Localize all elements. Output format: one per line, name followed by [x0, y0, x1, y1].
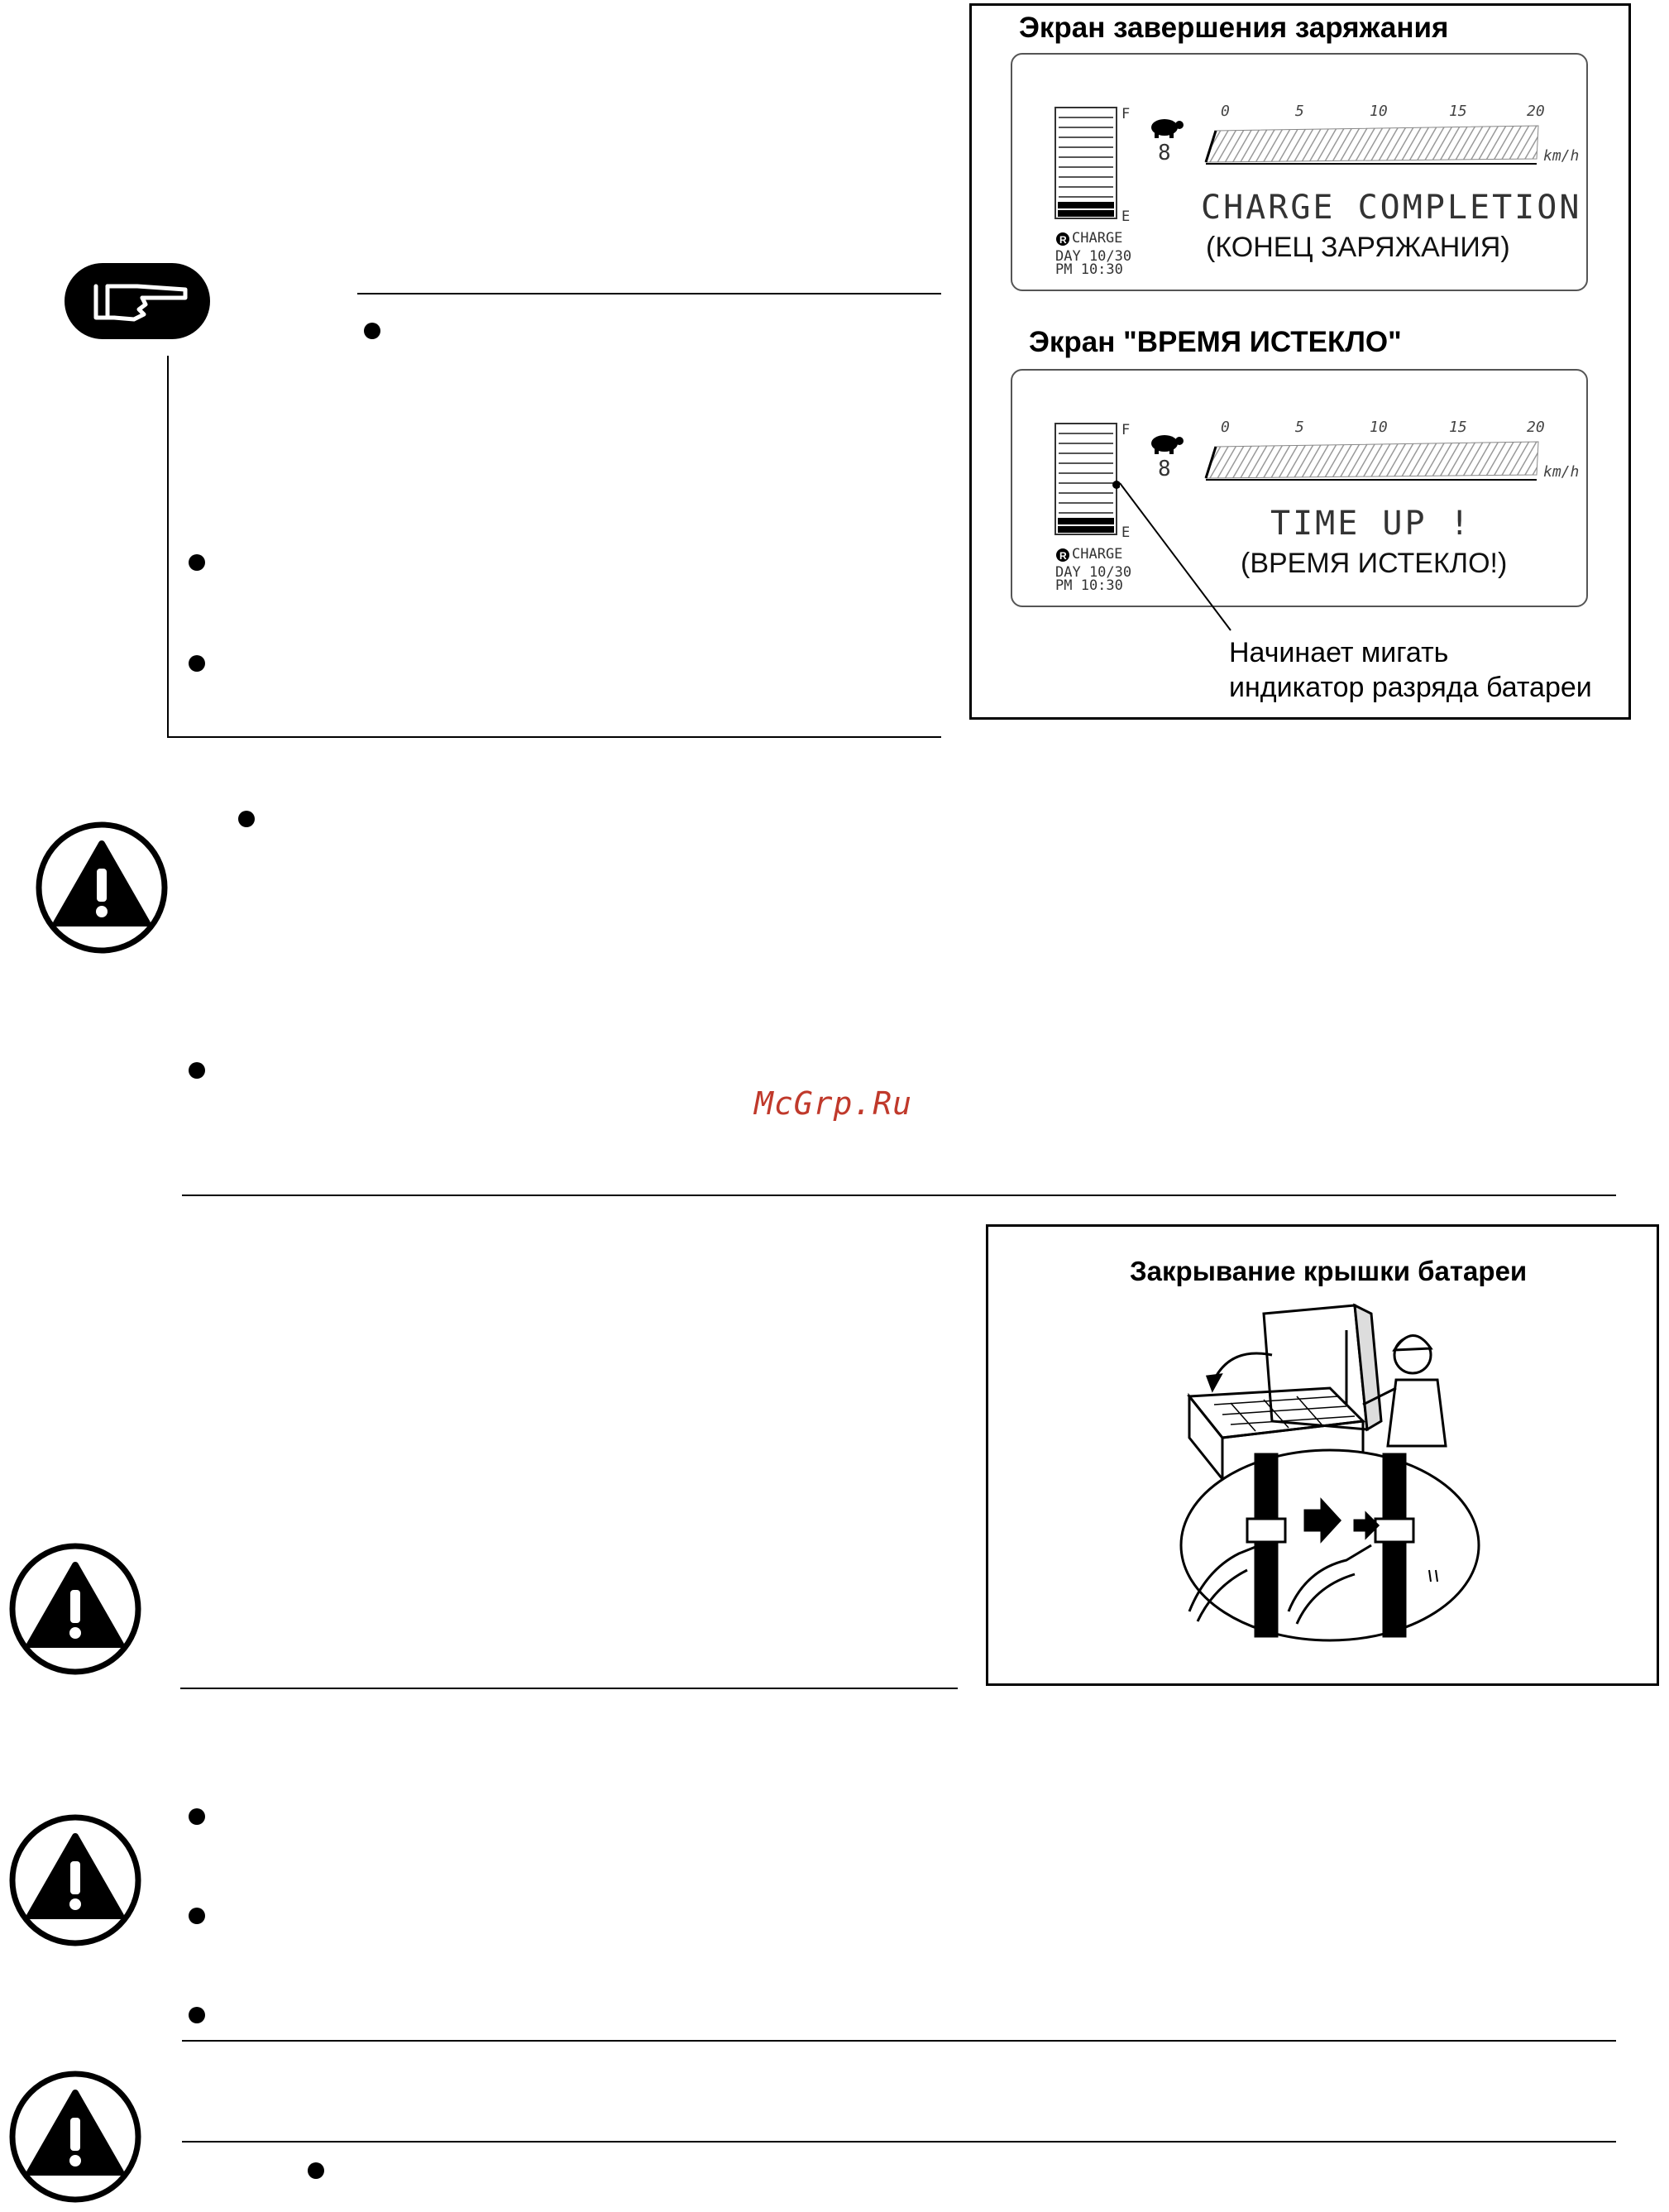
- speed-tick: 0: [1221, 103, 1230, 120]
- speed-tick: 0: [1221, 419, 1230, 436]
- speed-tick: 15: [1449, 419, 1467, 436]
- gauge-empty-label: E: [1121, 208, 1131, 225]
- timeup-screen-title: Экран "ВРЕМЯ ИСТЕКЛО": [1029, 326, 1402, 358]
- turtle-icon: [1145, 430, 1184, 459]
- bullet: [364, 323, 380, 339]
- warning-icon: [8, 1813, 142, 1947]
- speed-tick: 20: [1527, 103, 1545, 120]
- gauge-full-label: F: [1121, 422, 1131, 438]
- section-rule: [180, 1688, 958, 1689]
- speed-bar: [1203, 121, 1542, 171]
- charge-day: DAY 10/30: [1055, 248, 1132, 265]
- callout-line-1: Начинает мигать: [1229, 637, 1449, 668]
- turtle-number: 8: [1158, 141, 1171, 165]
- completion-message: CHARGE COMPLETION: [1201, 189, 1582, 227]
- bullet: [189, 655, 205, 672]
- lcd-completion-screen: [1011, 53, 1588, 291]
- bullet: [189, 1808, 205, 1825]
- bullet: [189, 554, 205, 571]
- speed-tick: 15: [1449, 103, 1467, 120]
- charge-day: DAY 10/30: [1055, 564, 1132, 581]
- speed-tick: 10: [1370, 103, 1388, 120]
- speed-tick: 20: [1527, 419, 1545, 436]
- charge-label: CHARGE: [1072, 546, 1123, 563]
- speed-tick: 10: [1370, 419, 1388, 436]
- speed-tick: 5: [1295, 419, 1304, 436]
- lcd-timeup-screen: [1011, 369, 1588, 607]
- bullet: [189, 1062, 205, 1079]
- gauge-empty-label: E: [1121, 524, 1131, 541]
- watermark: McGrp.Ru: [754, 1085, 913, 1122]
- note-top-rule: [357, 293, 941, 294]
- speed-unit: km/h: [1543, 147, 1580, 165]
- battery-cover-illustration: [1164, 1297, 1495, 1649]
- turtle-number: 8: [1158, 457, 1171, 481]
- warning-icon: [8, 1542, 142, 1676]
- speed-bar: [1203, 437, 1542, 487]
- turtle-icon: [1145, 114, 1184, 143]
- charge-time: PM 10:30: [1055, 261, 1123, 278]
- callout-line-2: индикатор разряда батареи: [1229, 672, 1592, 703]
- speed-unit: km/h: [1543, 463, 1580, 481]
- battery-cover-title: Закрывание крышки батареи: [1130, 1256, 1528, 1286]
- speed-tick: 5: [1295, 103, 1304, 120]
- bullet: [308, 2162, 324, 2179]
- warning-icon: [35, 821, 169, 955]
- warning-icon: [8, 2070, 142, 2204]
- callout-leader-line: [1117, 472, 1249, 641]
- bullet: [189, 2007, 205, 2023]
- charge-label: CHARGE: [1072, 230, 1123, 247]
- section-rule: [182, 2141, 1616, 2143]
- gauge-full-label: F: [1121, 106, 1131, 122]
- timeup-message: TIME UP !: [1270, 505, 1472, 543]
- svg-text:R: R: [1059, 550, 1067, 562]
- bullet: [189, 1908, 205, 1924]
- completion-screen-title: Экран завершения заряжания: [1019, 12, 1449, 44]
- pointing-hand-icon: [63, 261, 212, 341]
- section-rule: [182, 1195, 1616, 1196]
- note-bottom-rule: [167, 736, 941, 738]
- bullet: [238, 811, 255, 827]
- battery-gauge: [1054, 422, 1120, 542]
- svg-text:R: R: [1059, 234, 1067, 246]
- completion-translation: (КОНЕЦ ЗАРЯЖАНИЯ): [1206, 232, 1510, 263]
- timeup-translation: (ВРЕМЯ ИСТЕКЛО!): [1241, 548, 1508, 579]
- battery-gauge: [1054, 106, 1120, 226]
- charge-time: PM 10:30: [1055, 577, 1123, 594]
- note-left-rule: [167, 356, 169, 738]
- section-rule: [182, 2040, 1616, 2042]
